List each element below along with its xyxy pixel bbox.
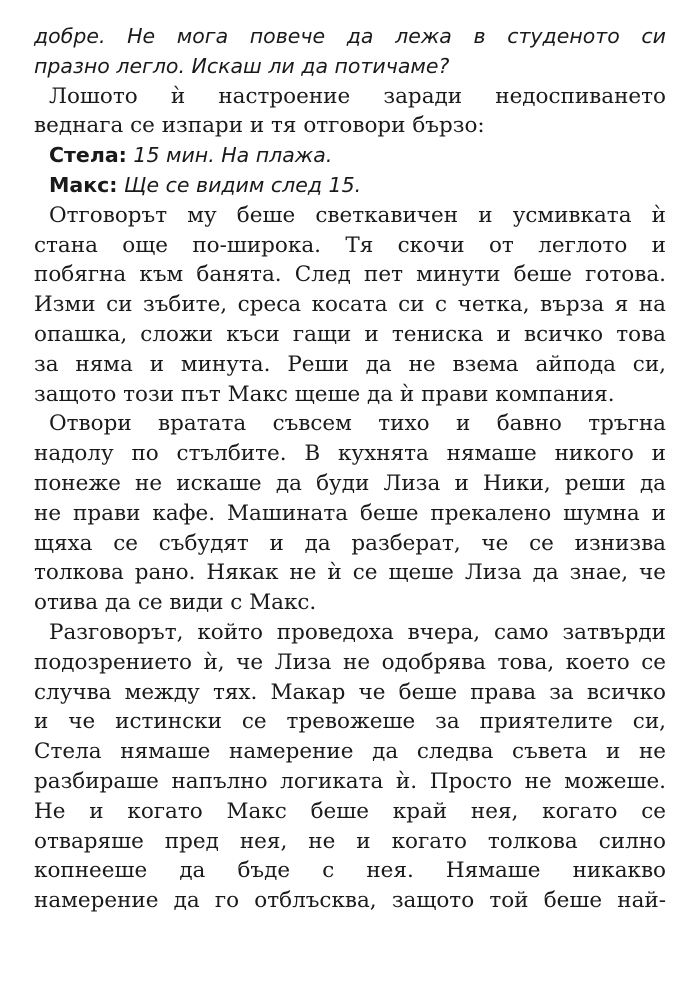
text-line: Стела нямаше намерение да следва съвета и не [34, 739, 666, 765]
text-line: празно легло. Искаш ли да потичаме? [34, 53, 450, 78]
text-line: понеже не искаше да буди Лиза и Ники, реши да [34, 470, 666, 496]
text-line: надолу по стълбите. В кухнята нямаше никого и [34, 441, 666, 467]
text-line: за няма и минута. Реши да не взема айпода си, [34, 351, 666, 377]
chat-message: Ще се видим след 15. [124, 172, 362, 197]
text-line: и че истински се тревожеше за приятелите си, [34, 709, 666, 735]
text-line: защото този път Макс щеше да ѝ прави компания. [34, 381, 615, 407]
text-line: случва между тях. Макар че беше права за всичко [34, 679, 666, 705]
text-line: Отговорът му беше светкавичен и усмивката ѝ [49, 202, 666, 228]
text-line: отваряше пред нея, не и когато толкова силно [34, 828, 666, 854]
text-line: Лошото ѝ настроение заради недоспиването [49, 83, 666, 109]
text-line: подозрението ѝ, че Лиза не одобрява това, което се [34, 649, 666, 675]
chat-line [34, 141, 666, 171]
chat-line [34, 171, 666, 201]
text-line: стана още по-широка. Тя скочи от леглото и [34, 232, 666, 258]
text-line: добре. Не мога повече да лежа в студеното си [34, 24, 666, 48]
chat-speaker: Макс: [49, 172, 118, 197]
text-line: разбираше напълно логиката ѝ. Просто не можеше. [34, 768, 666, 794]
text-line: Не и когато Макс беше край нея, когато се [34, 798, 666, 824]
text-line: не прави кафе. Машината беше прекалено шумна и [34, 500, 666, 526]
chat-message: 15 мин. На плажа. [133, 143, 333, 168]
book-page [34, 22, 666, 916]
text-line: опашка, сложи къси гащи и тениска и всичко това [34, 321, 666, 347]
text-line: веднага се изпари и тя отговори бързо: [34, 113, 485, 139]
text-line: Разговорът, който проведоха вчера, само затвърди [49, 619, 666, 645]
text-line: Отвори вратата съвсем тихо и бавно тръгна [49, 411, 666, 437]
chat-speaker: Стела: [49, 143, 127, 168]
text-line: щяха се събудят и да разберат, че се изнизва [34, 530, 666, 556]
text-line: копнееше да бъде с нея. Нямаше никакво [34, 858, 666, 884]
text-line: побягна към банята. След пет минути беше готова. [34, 262, 666, 288]
text-line: Изми си зъбите, среса косата си с четка, върза я на [34, 292, 666, 318]
text-line: намерение да го отблъсква, защото той беше най- [34, 888, 666, 914]
text-line: отива да се види с Макс. [34, 590, 317, 616]
text-line: толкова рано. Някак не ѝ се щеше Лиза да знае, че [34, 560, 666, 586]
